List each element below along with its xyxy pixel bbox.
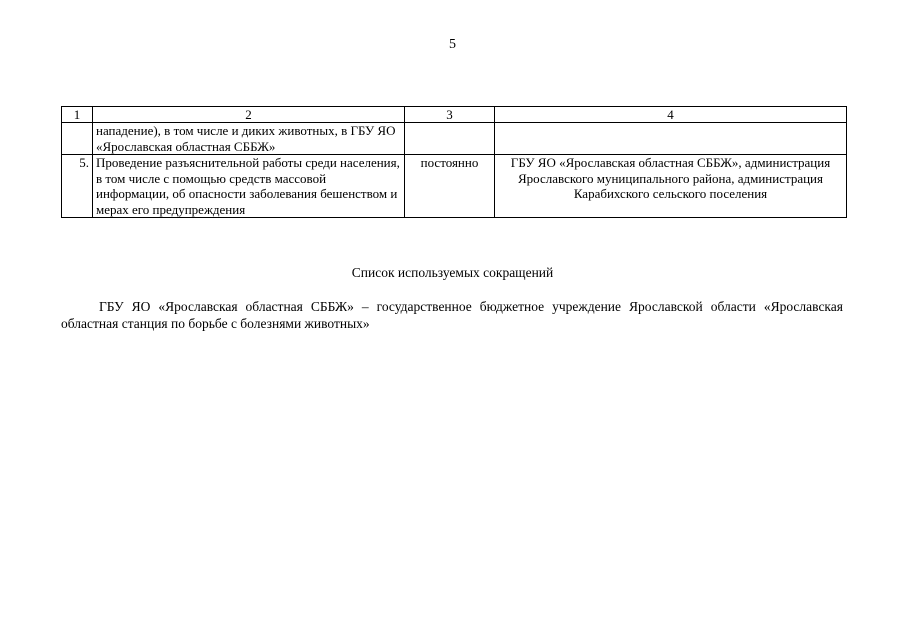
row-term: постоянно [405, 155, 495, 218]
table-row [62, 155, 847, 218]
header-cell: 3 [405, 107, 495, 123]
measures-table [61, 106, 847, 218]
header-cell: 2 [93, 107, 405, 123]
table-header-row [62, 107, 847, 123]
page-number: 5 [449, 37, 456, 52]
row-responsible: ГБУ ЯО «Ярославская областная СББЖ», администрация Ярославского муниципального района, администрация Карабихского сельского поселения [495, 155, 847, 218]
row-number [62, 123, 93, 155]
table-row [62, 123, 847, 155]
row-responsible [495, 123, 847, 155]
header-cell: 4 [495, 107, 847, 123]
row-measure: нападение), в том числе и диких животных, в ГБУ ЯО «Ярославская областная СББЖ» [93, 123, 405, 155]
row-number: 5. [62, 155, 93, 218]
header-cell: 1 [62, 107, 93, 123]
row-measure: Проведение разъяснительной работы среди населения, в том числе с помощью средств массовой информации, об опасности заболевания бешенством и мерах его предупреждения [93, 155, 405, 218]
row-term [405, 123, 495, 155]
abbreviation-definition: ГБУ ЯО «Ярославская областная СББЖ» – государственное бюджетное учреждение Ярославской области «Ярославская областная станция по борьбе с болезнями животных» [61, 299, 843, 331]
abbreviations-title: Список используемых сокращений [351, 265, 554, 280]
